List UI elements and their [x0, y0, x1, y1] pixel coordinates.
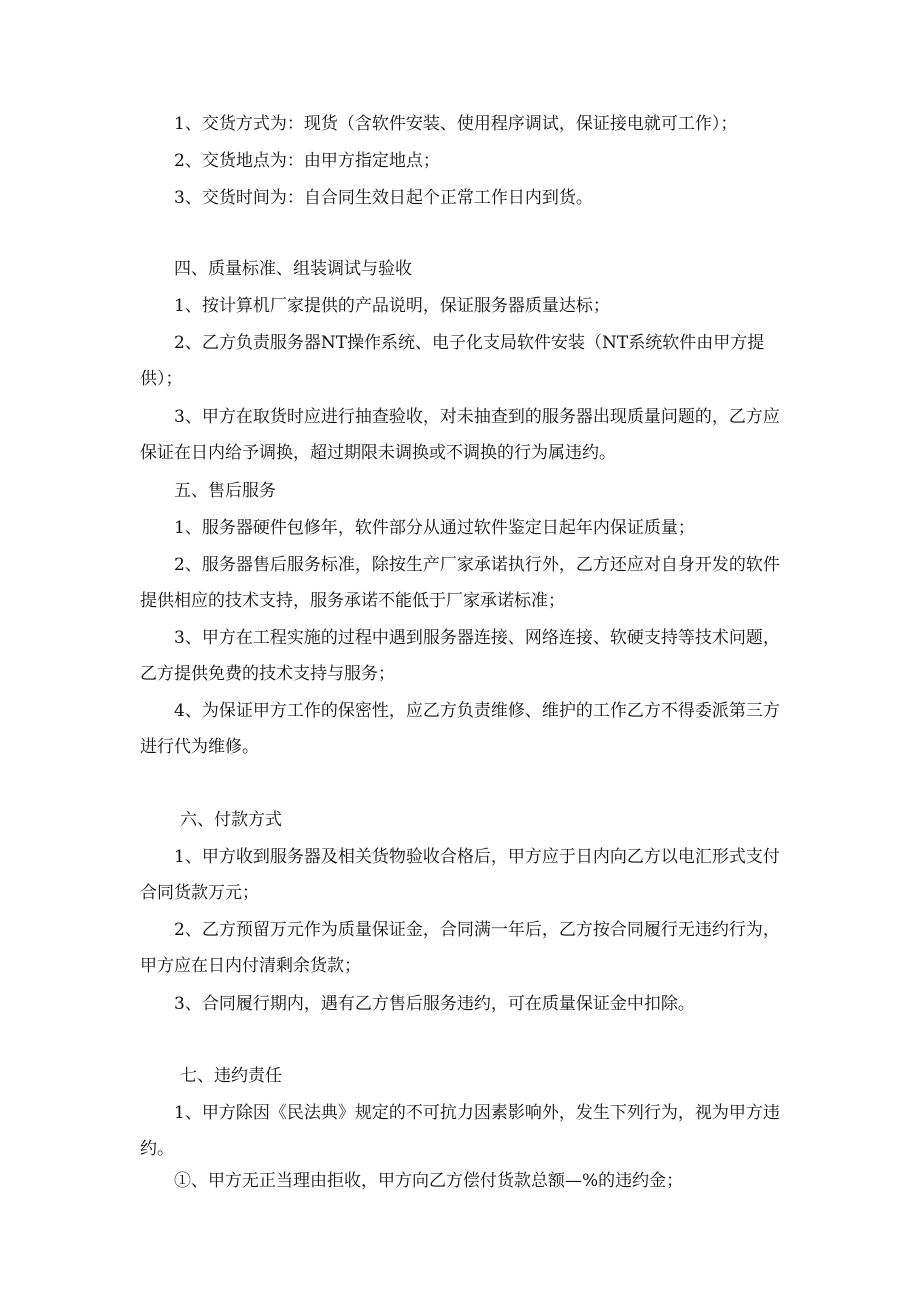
section-4-item-2: 2、乙方负责服务器NT操作系统、电子化支局软件安装（NT系统软件由甲方提供）； — [140, 333, 765, 389]
section-6-heading: 六、付款方式 — [180, 810, 282, 830]
section-5-item-2: 2、服务器售后服务标准，除按生产厂家承诺执行外，乙方还应对自身开发的软件提供相应的技术支持，服务承诺不能低于厂家承诺标准； — [140, 555, 780, 611]
section-4-item-1: 1、按计算机厂家提供的产品说明，保证服务器质量达标； — [174, 296, 610, 316]
section-6-item-1: 1、甲方收到服务器及相关货物验收合格后，甲方应于日内向乙方以电汇形式支付合同货款万元； — [140, 847, 780, 903]
section-7-heading: 七、违约责任 — [180, 1066, 282, 1086]
delivery-item-2: 2、交货地点为：由甲方指定地点； — [174, 151, 440, 171]
section-6-item-2: 2、乙方预留万元作为质量保证金，合同满一年后，乙方按合同履行无违约行为，甲方应在日内付清剩余货款； — [140, 920, 780, 976]
delivery-item-3: 3、交货时间为：自合同生效日起个正常工作日内到货。 — [174, 188, 593, 208]
section-7-item-1-1: ①、甲方无正当理由拒收，甲方向乙方偿付货款总额—%的违约金； — [174, 1171, 684, 1191]
section-4-item-3: 3、甲方在取货时应进行抽查验收，对未抽查到的服务器出现质量问题的，乙方应保证在日内给予调换，超过期限未调换或不调换的行为属违约。 — [140, 407, 780, 463]
delivery-item-1: 1、交货方式为：现货（含软件安装、使用程序调试，保证接电就可工作）； — [174, 114, 738, 134]
section-7-item-1: 1、甲方除因《民法典》规定的不可抗力因素影响外，发生下列行为，视为甲方违约。 — [140, 1103, 780, 1159]
section-5-heading: 五、售后服务 — [174, 481, 276, 501]
section-4-heading: 四、质量标准、组装调试与验收 — [174, 259, 412, 279]
section-5-item-1: 1、服务器硬件包修年，软件部分从通过软件鉴定日起年内保证质量； — [174, 518, 695, 538]
section-5-item-4: 4、为保证甲方工作的保密性，应乙方负责维修、维护的工作乙方不得委派第三方进行代为维修。 — [140, 701, 780, 757]
section-6-item-3: 3、合同履行期内，遇有乙方售后服务违约，可在质量保证金中扣除。 — [174, 994, 695, 1014]
section-5-item-3: 3、甲方在工程实施的过程中遇到服务器连接、网络连接、软硬支持等技术问题，乙方提供免费的技术支持与服务； — [140, 628, 780, 684]
